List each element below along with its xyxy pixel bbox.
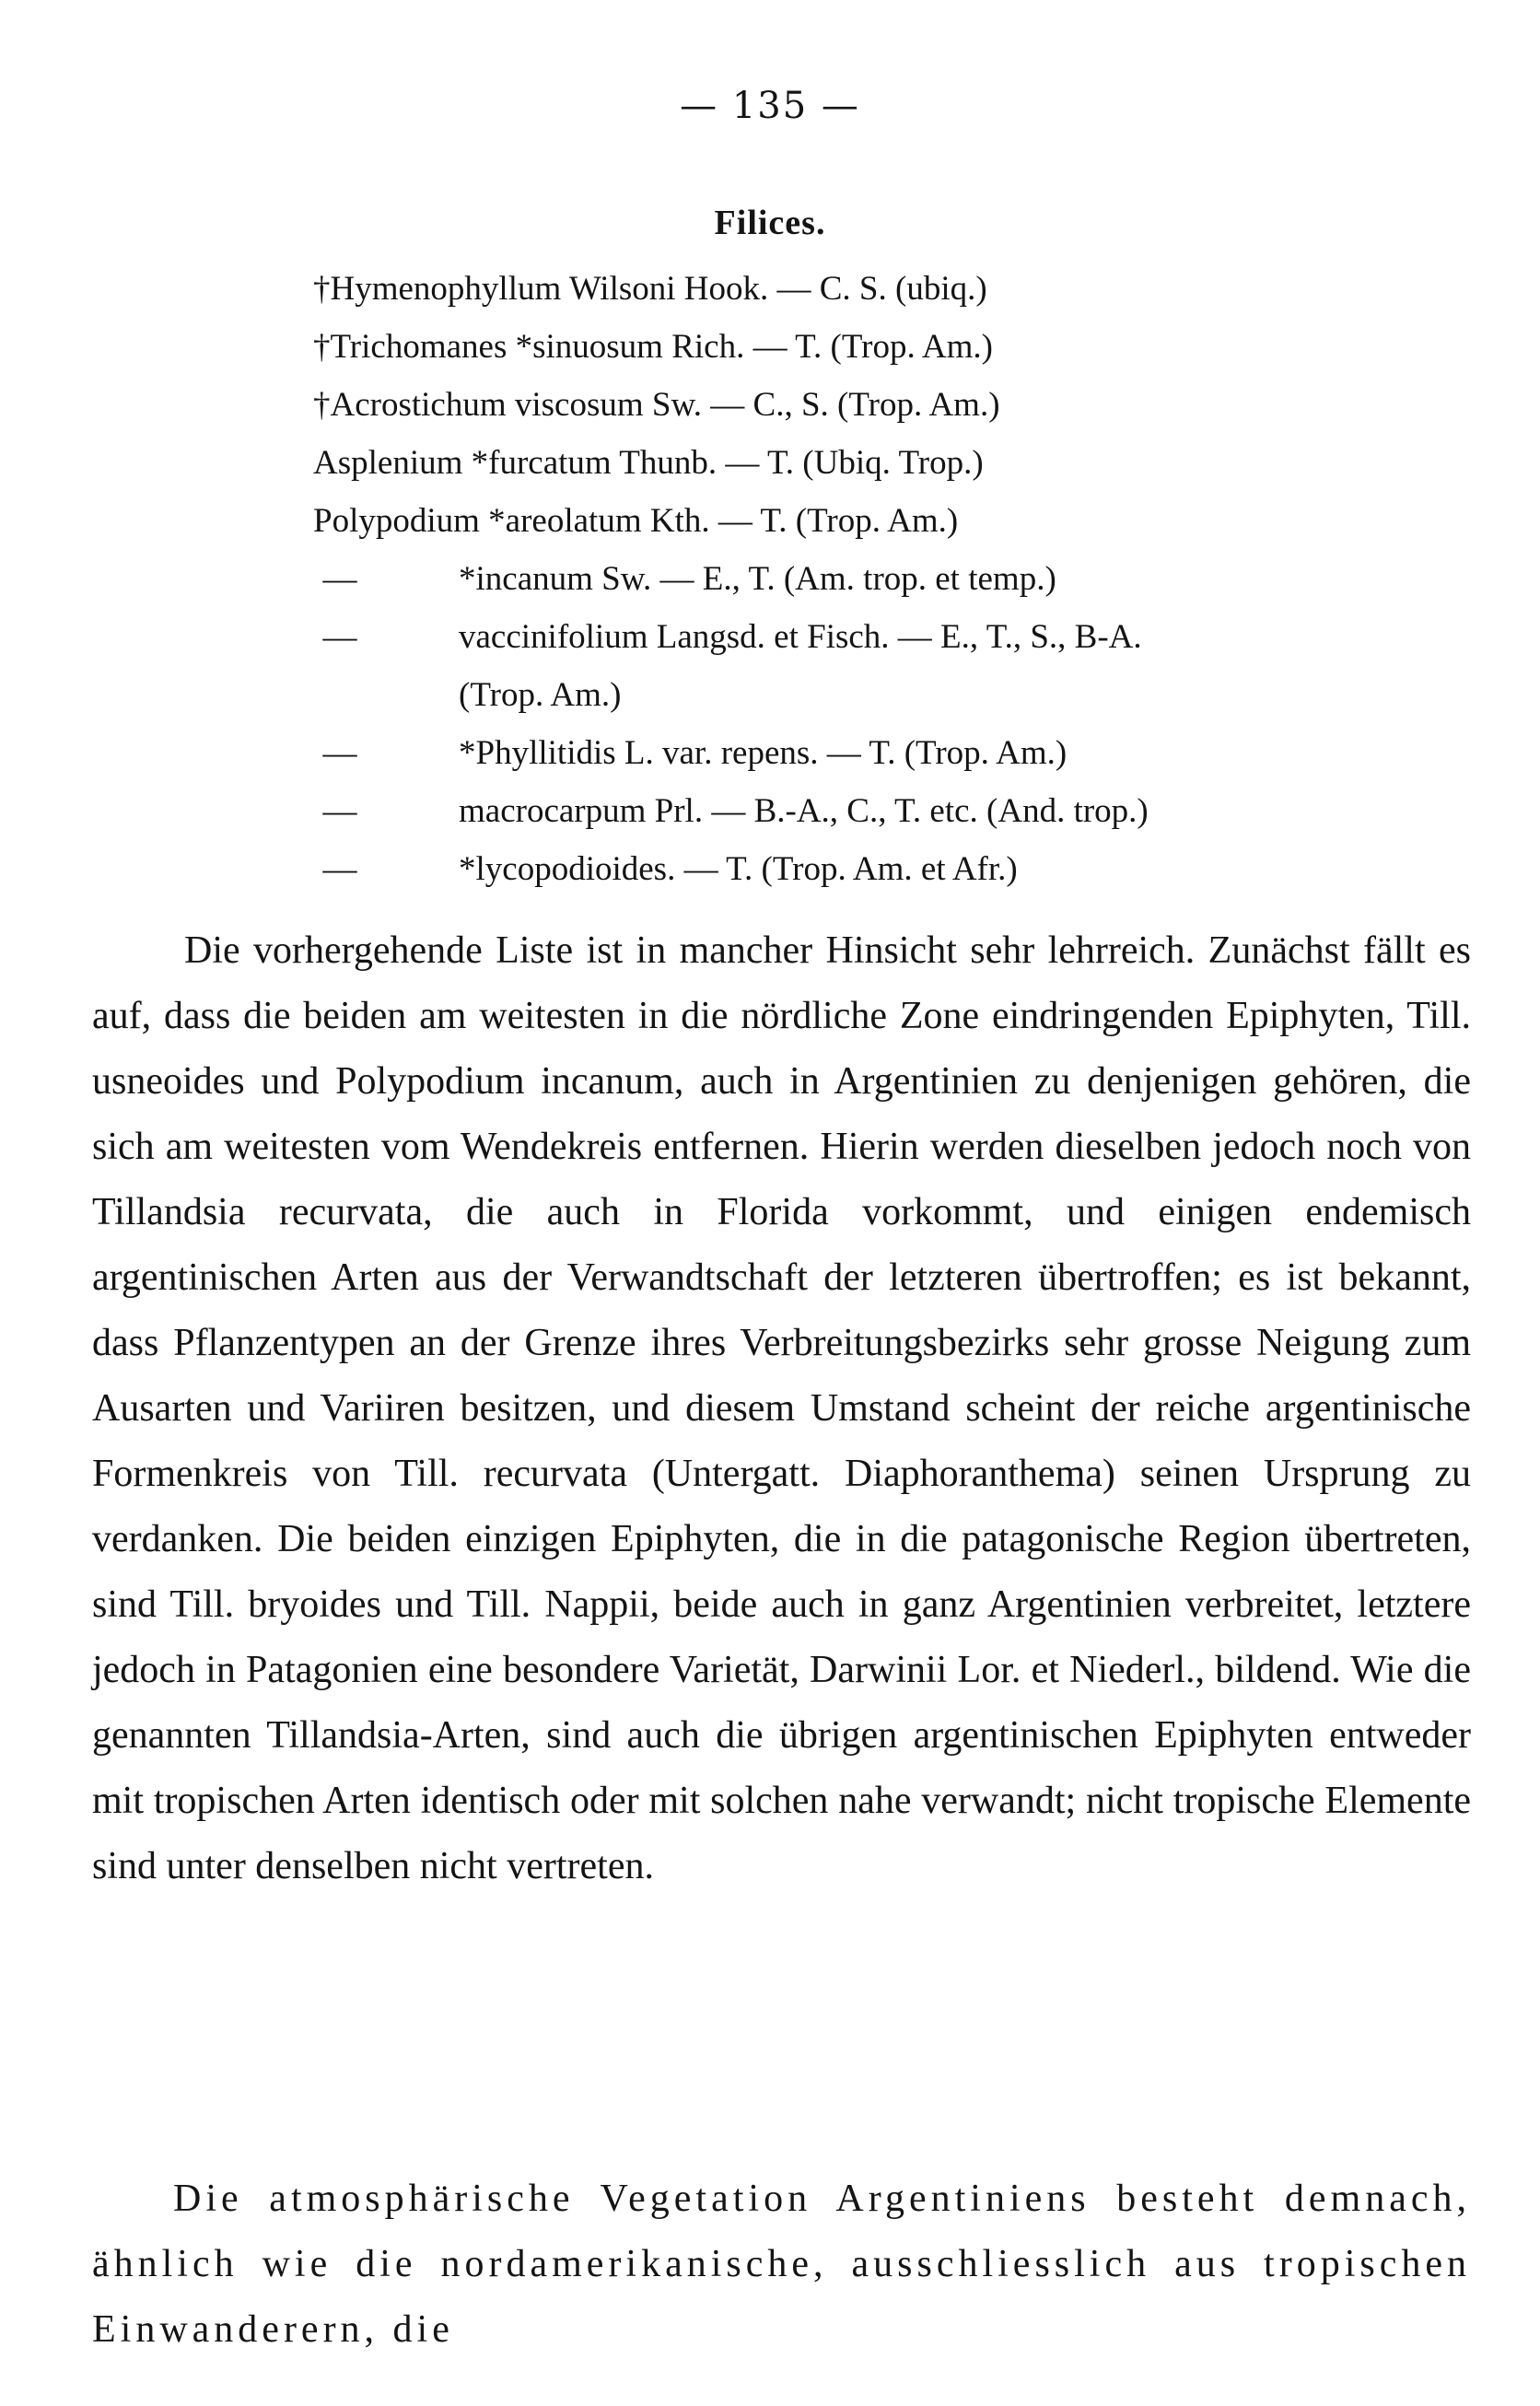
- ditto-dash: —: [322, 734, 357, 772]
- species-list: [313, 260, 1492, 898]
- page-number: — 135 —: [680, 85, 860, 127]
- species-entry: †Trichomanes *sinuosum Rich. — T. (Trop. Am.): [313, 328, 993, 366]
- species-entry-continuation: (Trop. Am.): [459, 676, 622, 714]
- body-paragraph: Die vorhergehende Liste ist in mancher Hinsicht sehr lehrreich. Zunächst fällt es auf, dass die beiden am weitesten in die nördliche Zone eindringenden Epiphyten, Till. usneoides und Polypodium incanum, auch in Argentinien zu denjenigen gehören, die sich am weitesten vom Wendekreis entfernen. Hierin werden dieselben jedoch noch von Tillandsia recurvata, die auch in Florida vorkommt, und einigen endemisch argentinischen Arten aus der Verwandtschaft der letzteren übertroffen; es ist bekannt, dass Pflanzentypen an der Grenze ihres Verbreitungsbezirks sehr grosse Neigung zum Ausarten und Variiren besitzen, und diesem Umstand scheint der reiche argentinische Formenkreis von Till. recurvata (Untergatt. Diaphoranthema) seinen Ursprung zu verdanken. Die beiden einzigen Epiphyten, die in die patagonische Region übertreten, sind Till. bryoides und Till. Nappii, beide auch in ganz Argentinien verbreitet, letztere jedoch in Patagonien eine besondere Varietät, Darwinii Lor. et Niederl., bildend. Wie die genannten Tillandsia-Arten, sind auch die übrigen argentinischen Epiphyten entweder mit tropischen Arten identisch oder mit solchen nahe verwandt; nicht tropische Elemente sind unter denselben nicht vertreten.: [92, 929, 1471, 1887]
- species-entry: †Acrostichum viscosum Sw. — C., S. (Trop. Am.): [313, 386, 1000, 424]
- species-entry: — *incanum Sw. — E., T. (Am. trop. et temp.): [221, 550, 1492, 608]
- species-entry: — *Phyllitidis L. var. repens. — T. (Trop. Am.): [221, 724, 1492, 782]
- species-entry: — macrocarpum Prl. — B.-A., C., T. etc. (And. trop.): [221, 782, 1492, 840]
- section-heading: Filices.: [714, 204, 826, 242]
- species-entry: Asplenium *furcatum Thunb. — T. (Ubiq. Trop.): [313, 444, 984, 482]
- species-entry: — *lycopodioides. — T. (Trop. Am. et Afr.): [221, 840, 1492, 898]
- ditto-dash: —: [322, 618, 357, 656]
- species-entry: Polypodium *areolatum Kth. — T. (Trop. Am.): [313, 502, 959, 540]
- ditto-dash: —: [322, 792, 357, 830]
- body-paragraph: Die atmosphärische Vegetation Argentiniens besteht demnach, ähnlich wie die nordamerikanische, ausschliesslich aus tropischen Einwanderern, die: [92, 2178, 1471, 2351]
- species-entry: — vaccinifolium Langsd. et Fisch. — E., T., S., B-A.: [221, 608, 1492, 666]
- species-entry: †Hymenophyllum Wilsoni Hook. — C. S. (ubiq.): [313, 270, 987, 308]
- ditto-dash: —: [322, 850, 357, 888]
- ditto-dash: —: [322, 560, 357, 598]
